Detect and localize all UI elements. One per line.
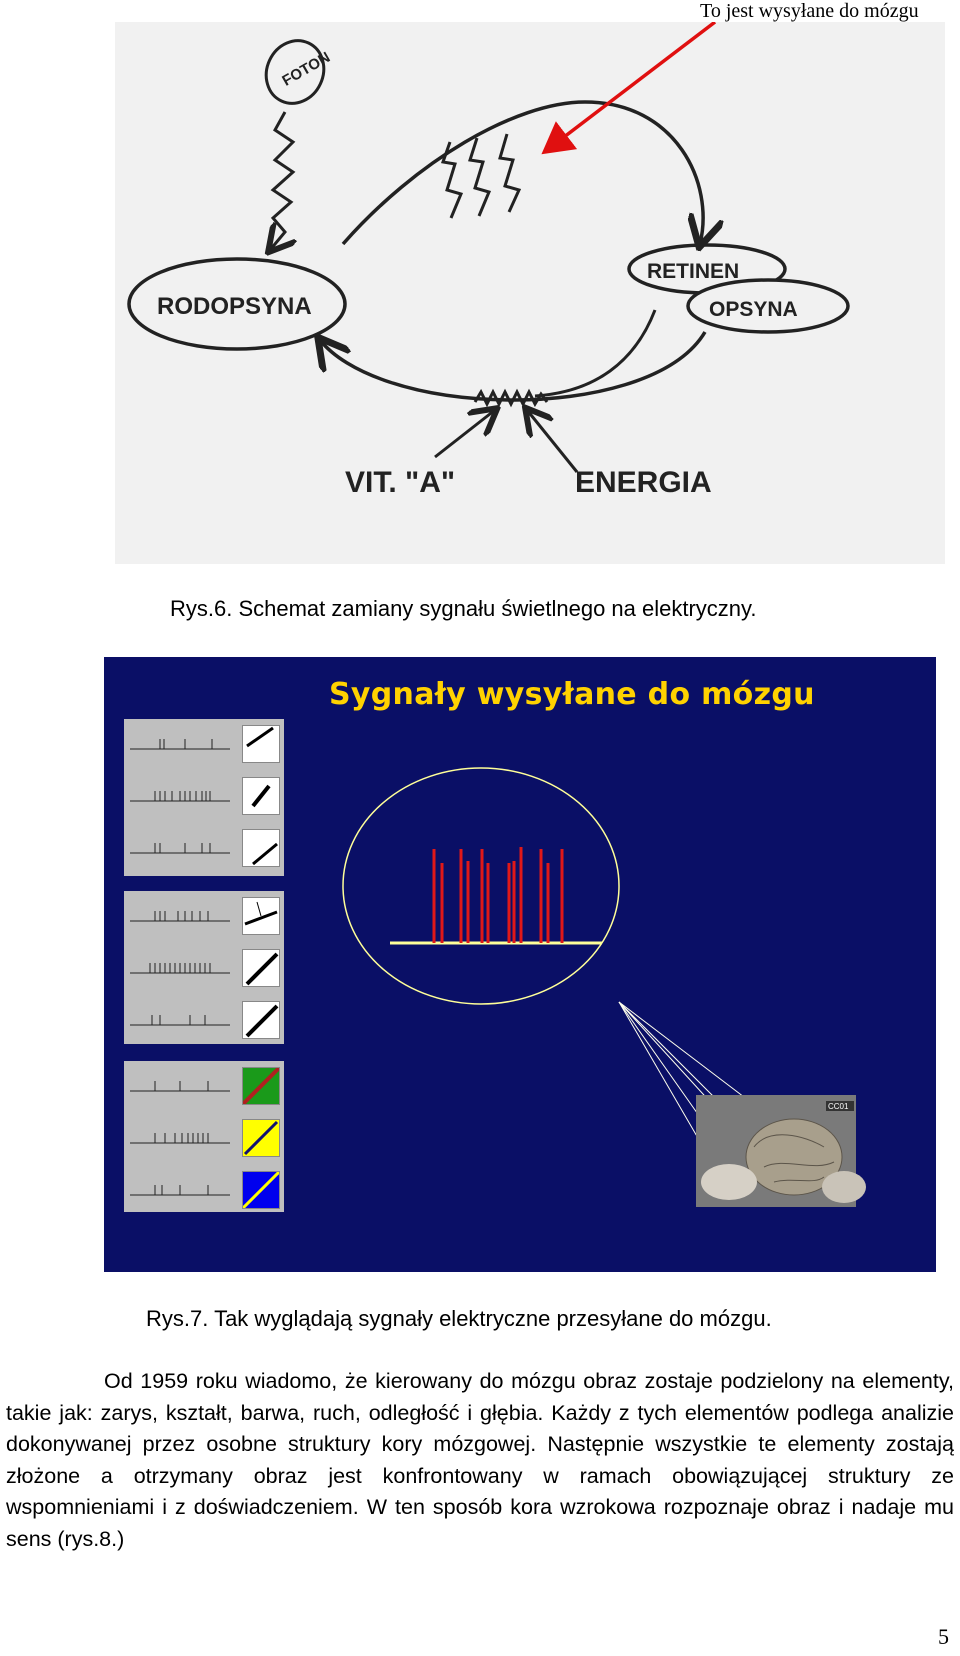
paragraph-text: Od 1959 roku wiadomo, że kierowany do mózgu obraz zostaje podzielony na elementy, takie jak: zarys, kształt, barwa, ruch, odległość i głębia. Każdy z tych elementów podlega analizie dokonywanej przez osobne struktury kory mózgowej. Następnie wszystkie te elementy zostają złożone a otrzymany obraz jest konfrontowany w ramach obowiązującej struktury ze wspomnieniami i z doświadczeniem. W ten sposób kora wzrokowa rozpoznaje obraz i nadaje mu sens (rys.8.) (6, 1369, 954, 1551)
red-arrow (547, 22, 715, 150)
figure-signals-slide (104, 657, 936, 1272)
brain-image-badge: CC01 (828, 1102, 849, 1111)
rodopsyna-label: RODOPSYNA (157, 293, 312, 320)
retinen-label: RETINEN (647, 260, 740, 283)
slide-title: Sygnały wysyłane do mózgu (329, 677, 815, 712)
foton-label: FOTON (279, 48, 334, 90)
photon-wave (270, 112, 293, 250)
signal-spikes (434, 847, 562, 943)
opsyna-label: OPSYNA (709, 298, 798, 321)
energia-label: ENERGIA (575, 466, 712, 499)
figure-diagram (115, 22, 945, 564)
vit-a-label: VIT. "A" (345, 466, 456, 499)
brain-image (696, 1095, 866, 1207)
top-arc (343, 102, 703, 244)
page-number: 5 (938, 1624, 949, 1649)
bottom-arc-left (320, 332, 705, 400)
figure1-caption: Rys.6. Schemat zamiany sygnału świetlnego na elektryczny. (170, 596, 757, 621)
body-paragraph (6, 1366, 954, 1555)
figure-annotation: To jest wysyłane do mózgu (700, 0, 919, 22)
figure2-caption: Rys.7. Tak wyglądają sygnały elektryczne przesyłane do mózgu. (146, 1306, 772, 1331)
signal-zoom (104, 657, 936, 1272)
diagram-svg (115, 22, 945, 564)
